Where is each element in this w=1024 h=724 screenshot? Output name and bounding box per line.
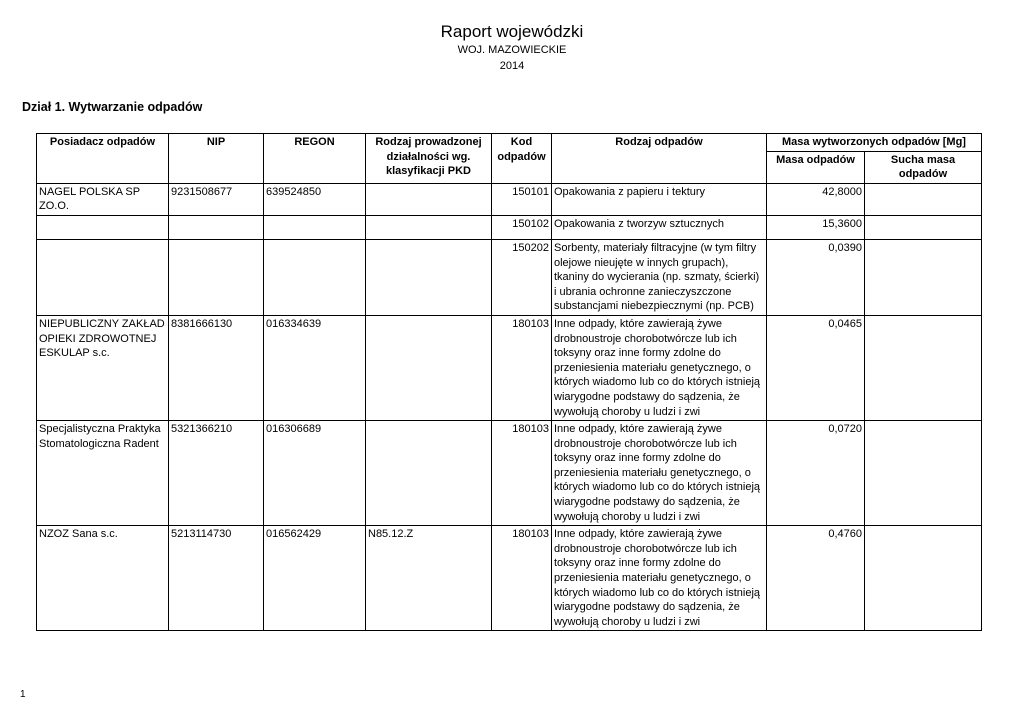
- col-header-masa: Masa odpadów: [767, 151, 865, 183]
- cell-nip: 9231508677: [169, 183, 264, 215]
- cell-regon: [264, 215, 366, 239]
- cell-sucha: [865, 215, 982, 239]
- col-header-posiadacz: Posiadacz odpadów: [37, 134, 169, 184]
- cell-sucha: [865, 315, 982, 420]
- cell-posiadacz: NAGEL POLSKA SP ZO.O.: [37, 183, 169, 215]
- cell-rodzaj: Opakowania z tworzyw sztucznych: [552, 215, 767, 239]
- cell-kod: 180103: [492, 315, 552, 420]
- cell-sucha: [865, 183, 982, 215]
- cell-masa: 0,0390: [767, 239, 865, 315]
- cell-nip: [169, 239, 264, 315]
- cell-pkd: [366, 421, 492, 526]
- cell-masa: 0,4760: [767, 526, 865, 631]
- cell-pkd: N85.12.Z: [366, 526, 492, 631]
- col-header-regon: REGON: [264, 134, 366, 184]
- voivodeship-label: WOJ. MAZOWIECKIE: [457, 44, 567, 56]
- report-title: Raport wojewódzki: [440, 22, 584, 41]
- table-row: [37, 421, 982, 526]
- waste-report-table: [36, 133, 982, 631]
- cell-pkd: [366, 315, 492, 420]
- col-header-nip: NIP: [169, 134, 264, 184]
- cell-regon: 639524850: [264, 183, 366, 215]
- cell-kod: 150101: [492, 183, 552, 215]
- col-header-masa-group: Masa wytworzonych odpadów [Mg]: [767, 134, 982, 152]
- cell-regon: [264, 239, 366, 315]
- col-header-sucha-masa: Sucha masa odpadów: [865, 151, 982, 183]
- cell-rodzaj: Inne odpady, które zawierają żywe drobnoustroje chorobotwórcze lub ich toksyny oraz inne formy zdolne do przeniesienia materiału genetycznego, o których wiadomo lub co do których istnieją wiarygodne podstawy do sądzenia, że wywołują choroby u ludzi i zwi: [552, 421, 767, 526]
- cell-sucha: [865, 239, 982, 315]
- cell-rodzaj: Sorbenty, materiały filtracyjne (w tym filtry olejowe nieujęte w innych grupach), tkaniny do wycierania (np. szmaty, ścierki) i ubrania ochronne zanieczyszczone substancjami niebezpiecznymi (np. PCB): [552, 239, 767, 315]
- cell-masa: 42,8000: [767, 183, 865, 215]
- cell-nip: 5213114730: [169, 526, 264, 631]
- table-row: [37, 239, 982, 315]
- cell-posiadacz: NIEPUBLICZNY ZAKŁAD OPIEKI ZDROWOTNEJ ESKULAP s.c.: [37, 315, 169, 420]
- cell-rodzaj: Opakowania z papieru i tektury: [552, 183, 767, 215]
- col-header-kod: Kod odpadów: [492, 134, 552, 184]
- cell-posiadacz: NZOZ Sana s.c.: [37, 526, 169, 631]
- cell-pkd: [366, 183, 492, 215]
- table-row: [37, 315, 982, 420]
- cell-masa: 0,0465: [767, 315, 865, 420]
- cell-posiadacz: [37, 239, 169, 315]
- page-number: 1: [20, 689, 26, 700]
- cell-kod: 180103: [492, 526, 552, 631]
- cell-sucha: [865, 526, 982, 631]
- table-row: [37, 215, 982, 239]
- report-year: 2014: [499, 60, 525, 72]
- cell-regon: 016562429: [264, 526, 366, 631]
- cell-masa: 0,0720: [767, 421, 865, 526]
- cell-pkd: [366, 215, 492, 239]
- cell-regon: 016306689: [264, 421, 366, 526]
- cell-rodzaj: Inne odpady, które zawierają żywe drobnoustroje chorobotwórcze lub ich toksyny oraz inne formy zdolne do przeniesienia materiału genetycznego, o których wiadomo lub co do których istnieją wiarygodne podstawy do sądzenia, że wywołują choroby u ludzi i zwi: [552, 315, 767, 420]
- cell-posiadacz: Specjalistyczna Praktyka Stomatologiczna Radent: [37, 421, 169, 526]
- cell-regon: 016334639: [264, 315, 366, 420]
- cell-sucha: [865, 421, 982, 526]
- table-row: [37, 183, 982, 215]
- cell-pkd: [366, 239, 492, 315]
- cell-nip: [169, 215, 264, 239]
- col-header-rodzaj: Rodzaj odpadów: [552, 134, 767, 184]
- cell-posiadacz: [37, 215, 169, 239]
- table-row: [37, 526, 982, 631]
- cell-masa: 15,3600: [767, 215, 865, 239]
- cell-kod: 150102: [492, 215, 552, 239]
- section-heading: Dział 1. Wytwarzanie odpadów: [22, 100, 203, 114]
- table-body: [37, 183, 982, 631]
- cell-nip: 5321366210: [169, 421, 264, 526]
- col-header-pkd: Rodzaj prowadzonej działalności wg. klasyfikacji PKD: [366, 134, 492, 184]
- cell-nip: 8381666130: [169, 315, 264, 420]
- cell-kod: 180103: [492, 421, 552, 526]
- cell-kod: 150202: [492, 239, 552, 315]
- cell-rodzaj: Inne odpady, które zawierają żywe drobnoustroje chorobotwórcze lub ich toksyny oraz inne formy zdolne do przeniesienia materiału genetycznego, o których wiadomo lub co do których istnieją wiarygodne podstawy do sądzenia, że wywołują choroby u ludzi i zwi: [552, 526, 767, 631]
- header-row: [37, 134, 982, 152]
